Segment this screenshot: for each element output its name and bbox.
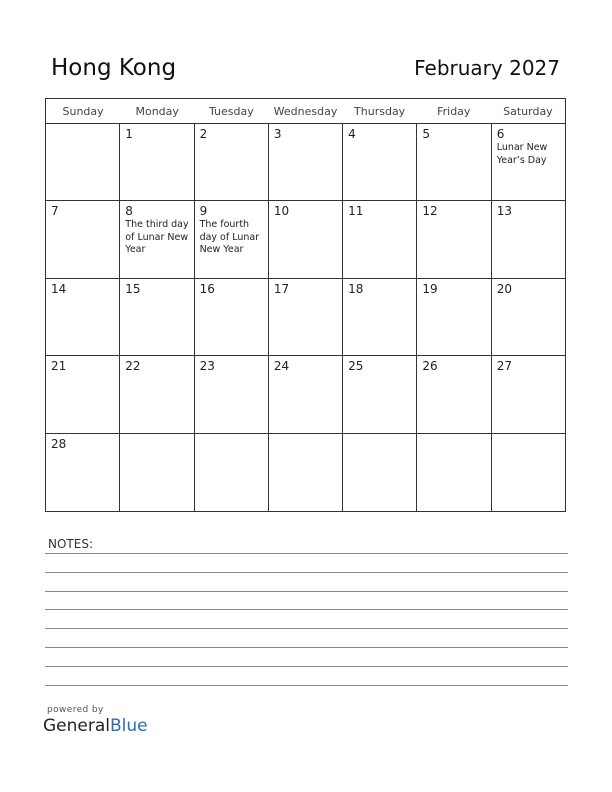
day-cell [120, 356, 194, 432]
weekday-friday: Friday [437, 105, 471, 118]
day-number: 23 [199, 359, 215, 374]
weekday-monday: Monday [135, 105, 179, 118]
day-cell [492, 124, 565, 200]
day-cell [120, 434, 194, 511]
day-cell [343, 356, 417, 432]
weekday-wednesday: Wednesday [273, 105, 338, 118]
note-line [45, 553, 568, 554]
day-number: 25 [348, 359, 364, 374]
day-number: 20 [496, 281, 512, 296]
holiday-label: The fourth day of Lunar New Year [199, 219, 260, 256]
holiday-label: The third day of Lunar New Year [125, 219, 189, 256]
note-line [45, 628, 568, 629]
day-number: 19 [422, 281, 438, 296]
day-grid [46, 124, 565, 511]
note-line [45, 572, 568, 573]
day-number: 21 [51, 359, 67, 374]
week-row [46, 356, 565, 433]
day-cell [417, 356, 491, 432]
month-title: February 2027 [414, 56, 560, 80]
day-number: 9 [199, 204, 208, 219]
day-number: 16 [199, 281, 215, 296]
day-cell [46, 124, 120, 200]
day-cell [269, 201, 343, 277]
day-number: 7 [51, 204, 59, 219]
logo-general-text: General [43, 716, 110, 736]
day-number: 6 [496, 127, 505, 141]
day-cell [343, 434, 417, 511]
day-number: 22 [125, 359, 141, 374]
week-row [46, 279, 565, 356]
day-cell [195, 356, 269, 432]
day-number: 2 [199, 127, 208, 141]
calendar-grid [45, 98, 566, 512]
day-cell [195, 434, 269, 511]
day-number: 1 [125, 127, 133, 141]
weekday-tuesday: Tuesday [208, 105, 254, 118]
day-number: 28 [51, 436, 67, 451]
week-row [46, 124, 565, 201]
day-cell [492, 434, 565, 511]
day-number: 5 [422, 127, 431, 141]
day-cell [417, 201, 491, 277]
day-cell [195, 279, 269, 355]
day-number: 24 [273, 359, 290, 374]
weekday-saturday: Saturday [503, 105, 553, 118]
day-cell [343, 279, 417, 355]
day-cell [46, 201, 120, 277]
day-cell [46, 279, 120, 355]
day-number: 18 [348, 281, 364, 296]
day-number: 10 [273, 204, 290, 219]
powered-by-text: powered by [47, 705, 104, 715]
day-cell [120, 279, 194, 355]
day-number: 13 [496, 204, 512, 219]
weekday-sunday: Sunday [62, 105, 104, 118]
note-line [45, 666, 568, 667]
notes-label: NOTES: [48, 537, 93, 551]
day-number: 15 [125, 281, 141, 296]
day-number: 3 [273, 127, 282, 141]
region-title: Hong Kong [51, 55, 177, 81]
week-row [46, 201, 565, 278]
note-line [45, 685, 568, 686]
day-number: 14 [51, 281, 67, 296]
day-cell [492, 356, 565, 432]
day-cell [417, 434, 491, 511]
note-line [45, 647, 568, 648]
holiday-label: Lunar New Year’s Day [496, 142, 548, 166]
day-number: 12 [422, 204, 438, 219]
day-cell [417, 124, 491, 200]
day-number: 8 [125, 204, 133, 219]
generalblue-logo [43, 716, 148, 736]
weekday-thursday: Thursday [354, 105, 406, 118]
day-cell [120, 124, 194, 200]
note-line [45, 609, 568, 610]
day-cell [269, 356, 343, 432]
day-cell [195, 124, 269, 200]
day-cell [269, 279, 343, 355]
day-cell [120, 201, 194, 277]
logo-blue-text: Blue [110, 716, 148, 736]
day-number: 27 [496, 359, 512, 374]
day-cell [269, 434, 343, 511]
day-cell [343, 124, 417, 200]
day-cell [492, 201, 565, 277]
day-number: 26 [422, 359, 438, 374]
day-cell [46, 434, 120, 511]
day-cell [492, 279, 565, 355]
day-cell [269, 124, 343, 200]
day-cell [195, 201, 269, 277]
day-number: 17 [273, 281, 290, 296]
day-cell [343, 201, 417, 277]
day-cell [46, 356, 120, 432]
weekday-header-row [46, 99, 565, 124]
day-number: 4 [348, 127, 356, 141]
day-number: 11 [348, 204, 364, 219]
week-row [46, 434, 565, 511]
note-line [45, 591, 568, 592]
day-cell [417, 279, 491, 355]
